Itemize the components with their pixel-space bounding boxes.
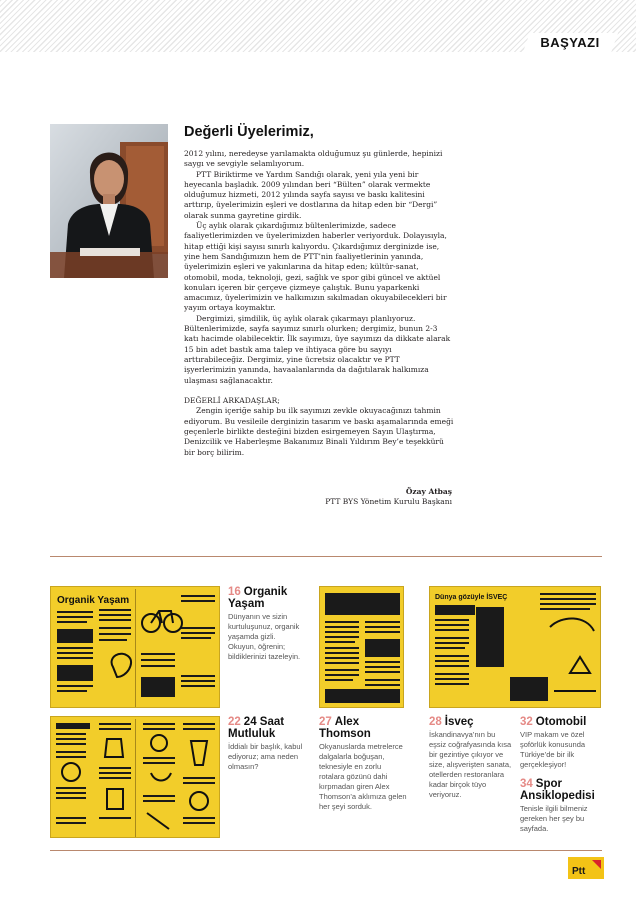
section-divider [50, 556, 602, 557]
footer-divider [50, 850, 602, 851]
letter-closing-paragraph: Zengin içeriğe sahip bu ilk sayımızı zevkle okuyacağınızı tahmin ediyorum. Bu vesileile derginizin tasarım ve baskı aşamalarında emeği geçenlerle birlikte desteğini bizden esirgemeyen Sayın Ulaştırma, Denizcilik ve Haberleşme Bakanımız Binali Yıldırım Bey’e teşekkürü bir borç bilirim. [184, 406, 454, 457]
thumbnail-isvec[interactable] [429, 586, 601, 708]
toc-page-number: 27 [319, 716, 332, 728]
toc-title: Alex Thomson [319, 716, 371, 740]
thumbnail-24-saat-mutluluk[interactable] [50, 716, 220, 838]
toc-item-otomobil[interactable] [520, 716, 604, 770]
toc-description: İddialı bir başlık, kabul ediyoruz; ama neden olmasın? [228, 742, 303, 771]
toc-item-isvec[interactable] [429, 716, 513, 800]
thumbnail-heading: Organik Yaşam [57, 595, 130, 606]
toc-title: Spor Ansiklopedisi [520, 778, 595, 802]
toc-page-number: 22 [228, 716, 241, 728]
letter-title: Değerli Üyelerimiz, [184, 124, 314, 140]
thumbnail-alex-thomson[interactable] [319, 586, 404, 708]
ptt-logo [568, 857, 604, 879]
letter-paragraph: Üç aylık olarak çıkardığımız bültenlerimizde, sadece faaliyetlerimizden ve üyelerimizden haberler veriyorduk. Dolayısıyla, hitap ettiği kişi sayısı sınırlı kalıyordu. Çıkardığımız derginizde ise, yine hem Sandığımızın hem de PTT’nin faaliyetlerinin yanında, üyelerimizin eşleri ve yakınlarına da hitap eden; kültür-sanat, otomobil, moda, teknoloji, gezi, sağlık ve spor gibi güncel ve aktüel konuları içeren bir çerçeve çizmeye çalıştık. Bunu yaparkenki amacımız, üyelerimizin ve halkımızın sıkılmadan okuyabilecekleri bir yayım ortaya koymaktır. [184, 221, 447, 313]
logo-text: Ptt [572, 866, 586, 877]
toc-page-number: 32 [520, 716, 533, 728]
toc-description: İskandinavya’nın bu eşsiz coğrafyasında kısa bir gezintiye çıkıyor ve size, alışverişten sanata, otellerden restoranlara kadar birçok tüyo veriyoruz. [429, 730, 512, 799]
signature-name: Özay Atbaş [405, 487, 452, 496]
toc-page-number: 34 [520, 778, 533, 790]
thumbnail-heading: Dünya gözüyle İSVEÇ [435, 594, 508, 601]
toc-page-number: 16 [228, 586, 241, 598]
letter-paragraph: 2012 yılını, neredeyse yarılamakta olduğumuz şu günlerde, hepinizi saygı ve sevgiyle selamlıyorum. [184, 149, 443, 169]
letter-paragraph: PTT Biriktirme ve Yardım Sandığı olarak, yeni yıla yeni bir heyecanla başladık. 2009 yılından beri “Bülten” olarak vermekte olduğumuz hizmeti, 2012 yılında sayfa sayısı ve baskı kalitesini arttırıp, üyelerimizin eşleri ve dostlarına da hitap eden bir “Dergi” olarak sunma gayretine girdik. [184, 169, 438, 220]
toc-title: Organik Yaşam [228, 586, 288, 610]
letter-body [184, 149, 454, 458]
toc-item-organik-yasam[interactable] [228, 586, 304, 662]
toc-item-spor-ansiklopedisi[interactable] [520, 778, 604, 834]
letter-paragraph: Dergimizi, şimdilik, üç aylık olarak çıkarmayı planlıyoruz. Bültenlerimizde, sayfa sayımız sınırlı olurken; dergimiz, bunun 2-3 katı hacimde olabilecektir. İlk sayımızı, üye sayımızı da dikkate alarak 15 bin adet bastık ama talep ve ihtiyaca göre bu sayıyı arttırabileceğiz. Dergimiz, yine ücretsiz olacaktır ve PTT işyerlerimizin yanında, havaalanlarında da dağıtılarak halkımıza ulaşması sağlanacaktır. [184, 313, 451, 385]
toc-title: Otomobil [535, 716, 587, 728]
toc-title: 24 Saat Mutluluk [228, 716, 285, 740]
toc-description: Tenisle ilgili bilmeniz gereken her şey bu sayfada. [520, 804, 588, 833]
toc-description: Okyanuslarda metrelerce dalgalarla boğuşan, teknesiyle en zorlu rotalara gözünü dahi kırpmadan giren Alex Thomson’a aklımıza gelen her şeyi sorduk. [319, 742, 407, 811]
toc-description: Dünyanın ve sizin kurtuluşunuz, organik yaşamda gizli. Okuyun, öğrenin; bildiklerinizi tazeleyin. [228, 612, 301, 661]
toc-description: VIP makam ve özel şoförlük konusunda Türkiye’de bir ilk gerçekleşiyor! [520, 730, 586, 769]
signature-title: PTT BYS Yönetim Kurulu Başkanı [325, 497, 452, 506]
letter-closing-heading: DEĞERLİ ARKADAŞLAR; [184, 396, 280, 406]
toc-page-number: 28 [429, 716, 442, 728]
thumbnail-organik-yasam[interactable] [50, 586, 220, 708]
author-photo [50, 124, 168, 278]
toc-item-24-saat-mutluluk[interactable] [228, 716, 304, 772]
toc-item-alex-thomson[interactable] [319, 716, 407, 812]
section-title: BAŞYAZI [540, 35, 600, 50]
toc-title: İsveç [444, 716, 474, 728]
